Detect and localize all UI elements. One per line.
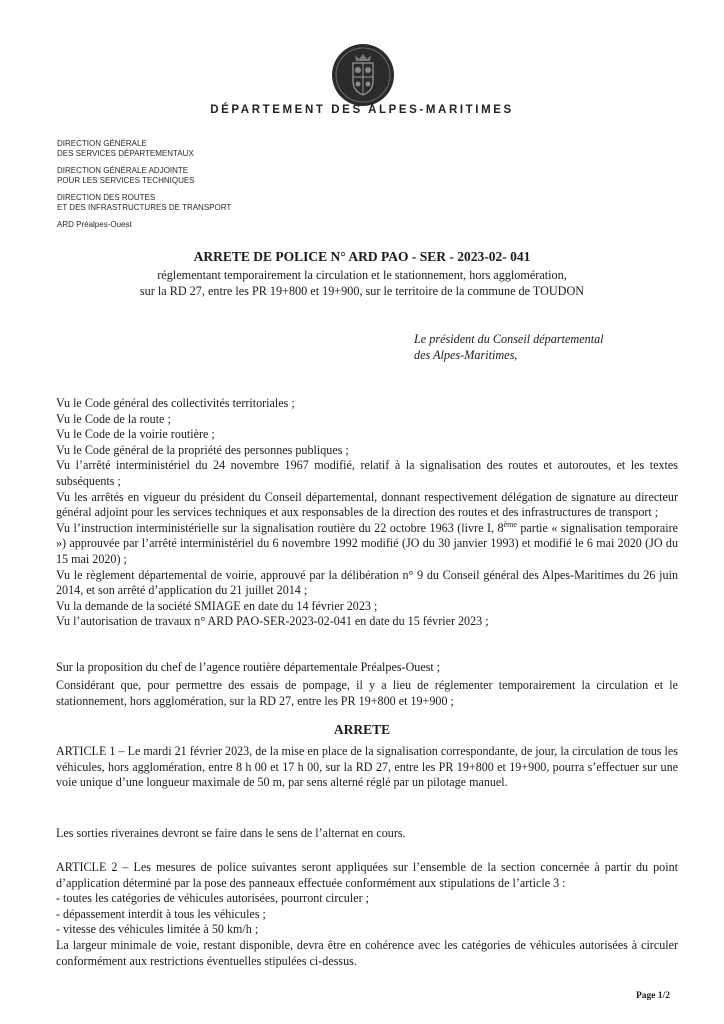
article-2-intro: ARTICLE 2 – Les mesures de police suivantes seront appliquées sur l’ensemble de la section concernée à partir du point d’application déterminé par la pose des panneaux effectuée conformément aux stipulations de l’article 3 : — [56, 860, 678, 890]
decree-subtitle-line-2: sur la RD 27, entre les PR 19+800 et 19+900, sur le territoire de la commune de TOUDON — [139, 284, 585, 298]
service-line: DIRECTION DES ROUTES — [57, 193, 156, 202]
article-1: ARTICLE 1 – Le mardi 21 février 2023, de la mise en place de la signalisation correspondante, de jour, la circulation de tous les véhicules, hors agglomération, entre 8 h 00 et 17 h 00, sur la RD 27, entre les PR 19+800 et 19+900, pourra s’effectuer sur une voie unique d’une longueur maximale de 50 m, par sens alterné réglé par un pilotage manuel. — [56, 744, 678, 790]
arrete-heading: ARRETE — [333, 722, 391, 737]
vu-item-part: Vu l’instruction interministérielle sur la signalisation routière du 22 octobre 1963 (livre I, 8 — [56, 520, 504, 535]
article-2-outro: La largeur minimale de voie, restant disponible, devra être en cohérence avec les catégories de véhicules autorisées à circuler conformément aux restrictions éventuelles stipulées ci-dessus. — [56, 937, 678, 968]
department-title: DÉPARTEMENT DES ALPES-MARITIMES — [210, 104, 514, 116]
service-line: DIRECTION GÉNÉRALE ADJOINTE — [57, 166, 189, 175]
service-group-1 — [57, 139, 231, 159]
vu-item: Vu l’arrêté interministériel du 24 novembre 1967 modifié, relatif à la signalisation des routes et autoroutes, et les textes subséquents ; — [56, 458, 678, 488]
departement-seal-icon — [331, 43, 395, 107]
services-block — [57, 139, 231, 230]
vu-item: Vu le Code général de la propriété des personnes publiques ; — [56, 442, 349, 457]
decree-title: ARRETE DE POLICE N° ARD PAO - SER - 2023-02- 041 — [193, 249, 531, 264]
vu-item: Vu le Code de la route ; — [56, 411, 171, 426]
decree-subtitle — [0, 267, 724, 299]
signatory-line-2: des Alpes-Maritimes, — [414, 348, 518, 362]
service-line: DIRECTION GÉNÉRALE — [57, 139, 147, 148]
signatory-line-1: Le président du Conseil départemental — [414, 332, 604, 346]
service-line: DES SERVICES DÉPARTEMENTAUX — [57, 149, 194, 158]
proposition-paragraph: Sur la proposition du chef de l’agence routière départementale Préalpes-Ouest ; — [56, 660, 441, 674]
service-group-2 — [57, 166, 231, 186]
vu-item-part: partie « signalisation temporaire ») approuvée par l’arrêté interministériel du 6 novembre 1992 modifié (JO du 30 janvier 1993) et modifié le 6 mai 2020 (JO du 15 mai 2020) ; — [56, 520, 678, 566]
vu-item — [56, 521, 678, 568]
superscript: ème — [503, 519, 517, 529]
decree-subtitle-line-1: réglementant temporairement la circulation et le stationnement, hors agglomération, — [157, 268, 567, 282]
considerant-paragraph: Considérant que, pour permettre des essais de pompage, il y a lieu de réglementer temporairement la circulation et le stationnement, hors agglomération, sur la RD 27, entre les PR 19+800 et 19+900 ; — [56, 678, 678, 708]
vu-item: Vu la demande de la société SMIAGE en date du 14 février 2023 ; — [56, 598, 378, 613]
vu-item: Vu le Code général des collectivités territoriales ; — [56, 396, 295, 410]
service-group-3 — [57, 193, 231, 213]
vu-item: Vu l’autorisation de travaux n° ARD PAO-SER-2023-02-041 en date du 15 février 2023 ; — [56, 614, 489, 629]
article-2 — [56, 860, 678, 969]
page-number: Page 1/2 — [635, 991, 670, 1001]
vu-list — [56, 396, 678, 630]
vu-item: Vu les arrêtés en vigueur du président du Conseil départemental, donnant respectivement délégation de signature au directeur général adjoint pour les services techniques et aux responsables de la direction des routes et des infrastructures de transport ; — [56, 489, 678, 520]
vu-item: Vu le règlement départemental de voirie, approuvé par la délibération n° 9 du Conseil général des Alpes-Maritimes du 26 juin 2014, et son arrêté d’application du 21 juillet 2014 ; — [56, 567, 678, 598]
vu-item: Vu le Code de la voirie routière ; — [56, 427, 215, 442]
signatory-block — [414, 331, 604, 363]
measure-item: - vitesse des véhicules limitée à 50 km/h ; — [56, 922, 259, 937]
measure-item: - toutes les catégories de véhicules autorisées, pourront circuler ; — [56, 891, 369, 906]
sorties-paragraph: Les sorties riveraines devront se faire dans le sens de l’alternat en cours. — [56, 826, 406, 840]
service-line: ET DES INFRASTRUCTURES DE TRANSPORT — [57, 203, 232, 212]
measure-item: - dépassement interdit à tous les véhicules ; — [56, 906, 266, 921]
unit-name: ARD Préalpes-Ouest — [57, 220, 132, 229]
service-line: POUR LES SERVICES TECHNIQUES — [57, 176, 195, 185]
